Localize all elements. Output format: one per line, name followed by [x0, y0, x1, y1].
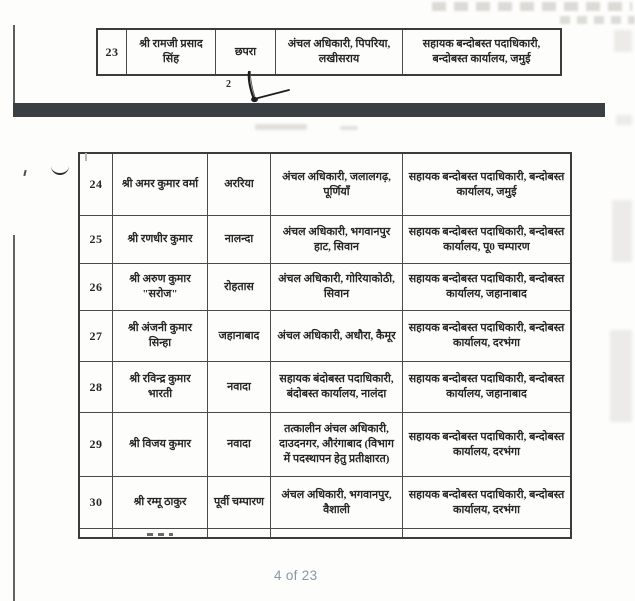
table-row — [98, 30, 560, 74]
scan-speck — [85, 153, 87, 161]
table-row — [80, 412, 570, 476]
bleed-through-artifact — [560, 16, 635, 24]
transfer-table-prev-page — [96, 28, 562, 76]
cell-new-posting: सहायक बन्दोबस्त पदाधिकारी, बन्दोबस्त कार्यालय, जहानाबाद — [402, 264, 570, 310]
cell-officer-name: श्री रामजी प्रसाद सिंह — [126, 30, 215, 74]
cell-new-posting: सहायक बन्दोबस्त पदाधिकारी, बन्दोबस्त कार्यालय, पू0 चम्पारण — [402, 216, 570, 263]
cell-new-posting: सहायक बन्दोबस्त पदाधिकारी, बन्दोबस्त कार्यालय, जमुई — [402, 30, 560, 74]
table-row — [80, 310, 570, 361]
clipped-text-artifact — [147, 533, 173, 536]
table-row — [80, 476, 570, 528]
cell-new-posting: सहायक बन्दोबस्त पदाधिकारी, बन्दोबस्त कार्यालय, दरभंगा — [402, 477, 570, 528]
page-3-fragment — [0, 0, 635, 103]
page-4 — [0, 117, 635, 601]
cell-district: जहानाबाद — [207, 311, 270, 361]
cell-district: नवादा — [207, 362, 270, 412]
cell-officer-name: श्री रविन्द्र कुमार भारती — [112, 362, 207, 412]
cell-previous-posting: सहायक बंदोबस्त पदाधिकारी, बंदोबस्त कार्यालय, नालंदा — [270, 362, 402, 412]
cell-previous-posting — [270, 529, 402, 537]
cell-officer-name: श्री अरुण कुमार "सरोज" — [112, 264, 207, 310]
scan-smudge — [255, 124, 307, 130]
cell-new-posting: सहायक बन्दोबस्त पदाधिकारी, बन्दोबस्त कार्यालय, दरभंगा — [402, 413, 570, 476]
cell-previous-posting: तत्कालीन अंचल अधिकारी, दाउदनगर, औरंगाबाद (विभाग में पदस्थापन हेतु प्रतीक्षारत) — [270, 413, 402, 476]
page-indicator: 4 of 23 — [274, 568, 318, 583]
cell-previous-posting: अंचल अधिकारी, भगवानपुर, वैशाली — [270, 477, 402, 528]
cell-previous-posting: अंचल अधिकारी, पिपरिया, लखीसराय — [275, 30, 402, 74]
cell-new-posting: सहायक बन्दोबस्त पदाधिकारी, बन्दोबस्त कार्यालय, जहानाबाद — [402, 362, 570, 412]
table-row — [80, 154, 570, 215]
cell-district: रोहतास — [207, 264, 270, 310]
scan-left-edge-line — [13, 235, 15, 601]
cell-previous-posting: अंचल अधिकारी, अधौरा, कैमूर — [270, 311, 402, 361]
cell-district: नालन्दा — [207, 216, 270, 263]
cell-officer-name: श्री रणधीर कुमार — [112, 216, 207, 263]
cell-new-posting — [402, 529, 570, 537]
scan-smudge — [340, 126, 358, 130]
cell-district: छपरा — [215, 30, 275, 74]
bleed-through-artifact — [432, 2, 632, 11]
handwritten-squiggle-mark — [51, 164, 69, 175]
cell-previous-posting: अंचल अधिकारी, गोरियाकोठी, सिवान — [270, 264, 402, 310]
cell-serial-number: 25 — [89, 232, 103, 247]
cell-serial-number: 26 — [89, 279, 103, 294]
page-number-footnote: 2 — [226, 79, 231, 90]
cell-previous-posting: अंचल अधिकारी, जलालगढ़, पूर्णियाँ — [270, 154, 402, 215]
scan-edge-artifact — [616, 115, 632, 125]
table-row — [80, 215, 570, 263]
cell-serial-number: 23 — [105, 44, 119, 59]
cell-officer-name — [112, 529, 207, 537]
cell-district: नवादा — [207, 413, 270, 476]
cell-serial-number: 24 — [89, 177, 103, 192]
scan-edge-artifact — [614, 30, 632, 52]
cell-serial-number — [80, 529, 112, 537]
ink-speck — [23, 170, 26, 176]
cell-serial-number: 28 — [89, 379, 103, 394]
scan-edge-artifact — [612, 200, 632, 262]
scan-left-edge-line — [13, 25, 15, 103]
cell-serial-number: 27 — [89, 328, 103, 343]
scan-edge-artifact — [610, 330, 632, 422]
cell-new-posting: सहायक बन्दोबस्त पदाधिकारी, बन्दोबस्त कार्यालय, दरभंगा — [402, 311, 570, 361]
table-row — [80, 263, 570, 310]
cell-previous-posting: अंचल अधिकारी, भगवानपुर हाट, सिवान — [270, 216, 402, 263]
cell-district: पूर्वी चम्पारण — [207, 477, 270, 528]
page-divider-bar — [13, 103, 605, 117]
cell-officer-name: श्री अमर कुमार वर्मा — [112, 154, 207, 215]
cell-district: अररिया — [207, 154, 270, 215]
transfer-table — [78, 152, 572, 539]
cell-officer-name: श्री अंजनी कुमार सिन्हा — [112, 311, 207, 361]
table-row-clipped — [80, 528, 570, 537]
cell-district — [207, 529, 270, 537]
cell-serial-number: 29 — [89, 437, 103, 452]
cell-new-posting: सहायक बन्दोबस्त पदाधिकारी, बन्दोबस्त कार्यालय, जमुई — [402, 154, 570, 215]
cell-officer-name: श्री रम्मू ठाकुर — [112, 477, 207, 528]
cell-officer-name: श्री विजय कुमार — [112, 413, 207, 476]
table-row — [80, 361, 570, 412]
cell-serial-number: 30 — [89, 495, 103, 510]
